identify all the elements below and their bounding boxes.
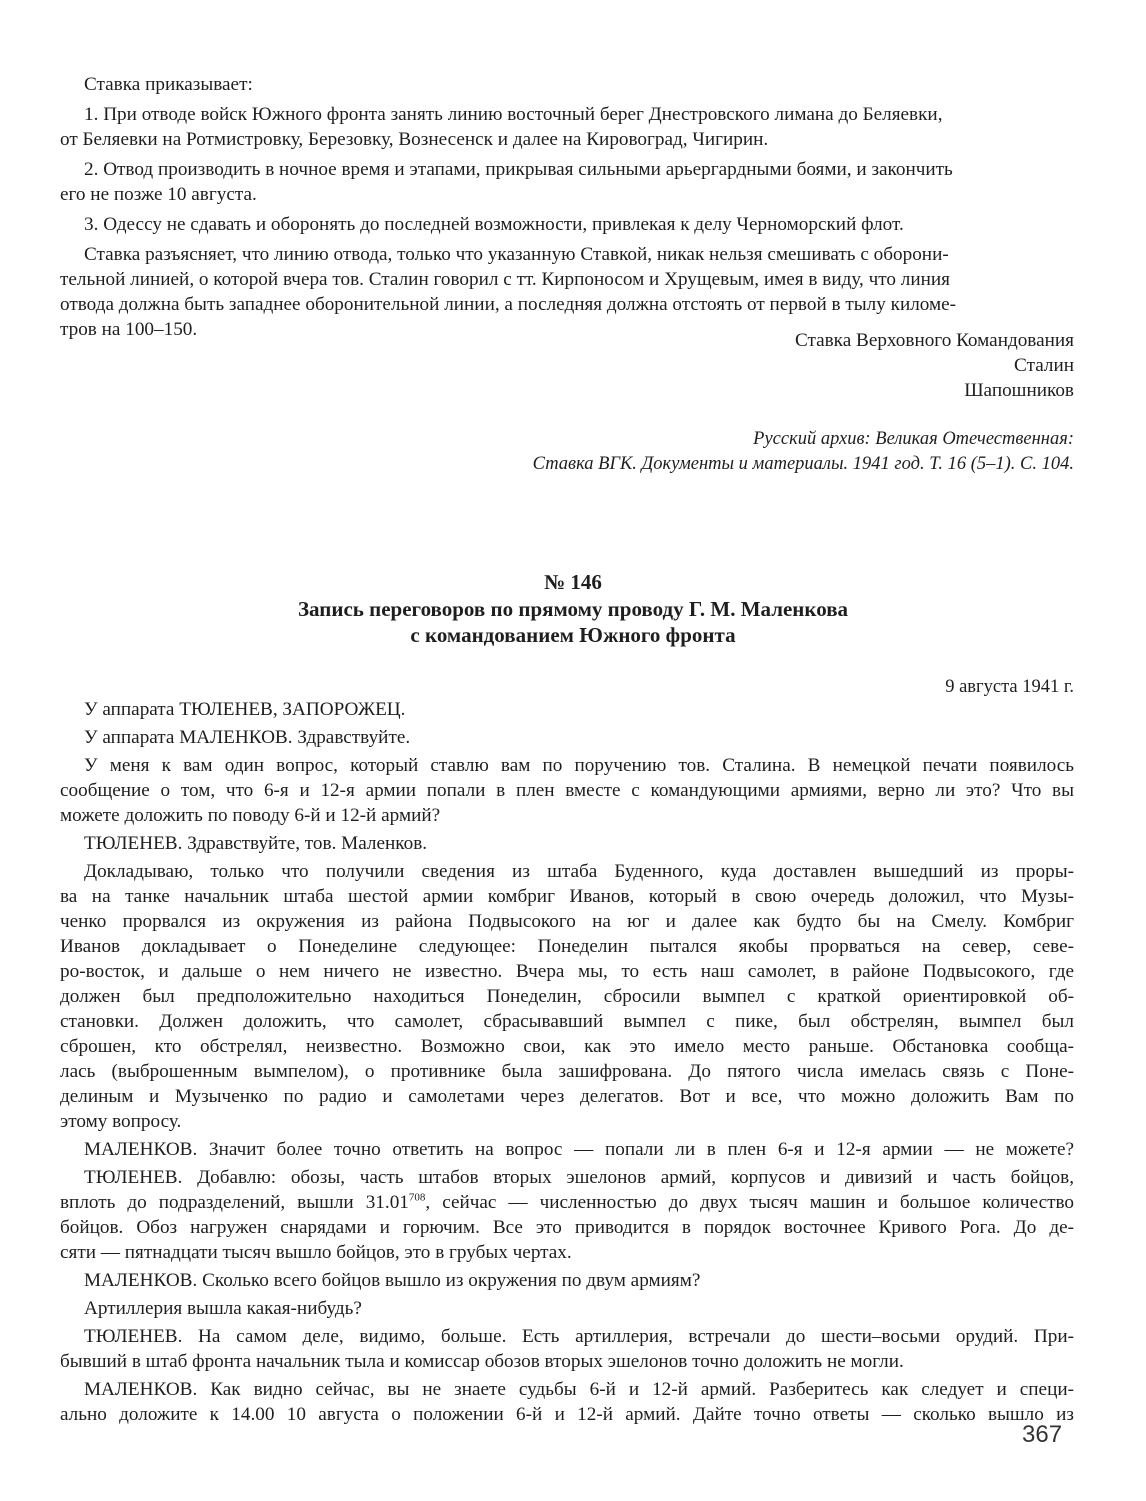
transcript-line: МАЛЕНКОВ. Значит более точно ответить на вопрос — попали ли в плен 6-я и 12-я армии — не можете? — [84, 1139, 1074, 1160]
transcript-line: У меня к вам один вопрос, который ставлю вам по поручению тов. Сталина. В немецкой печати появилось — [84, 755, 1074, 776]
transcript-line: становки. Должен доложить, что самолет, сбрасывавший вымпел с пике, был обстрелян, вымпел был — [60, 1011, 1074, 1032]
transcript-line: ТЮЛЕНЕВ. Здравствуйте, тов. Маленков. — [84, 833, 428, 854]
transcript-line: ТЮЛЕНЕВ. Добавлю: обозы, часть штабов вторых эшелонов армий, корпусов и дивизий и часть бойцов, — [84, 1167, 1074, 1188]
transcript-line: ально доложите к 14.00 10 августа о положении 6-й и 12-й армий. Дайте точно ответы — сколько вышло из — [60, 1404, 1074, 1425]
transcript — [60, 697, 1074, 1427]
signature-name-2: Шапошников — [964, 380, 1074, 401]
order-item-2-line-1: 2. Отвод производить в ночное время и этапами, прикрывая сильными арьергардными боями, и закончить — [84, 159, 953, 180]
signature-block — [574, 328, 1074, 403]
order-explain-line-2: тельной линией, о которой вчера тов. Сталин говорил с тт. Кирпоносом и Хрущевым, имея в виду, что линия — [60, 269, 951, 290]
document-title — [0, 596, 1146, 648]
order-item-3: 3. Одессу не сдавать и оборонять до последней возможности, привлекая к делу Черноморский флот. — [84, 214, 904, 235]
signature-name-1: Сталин — [1014, 355, 1074, 376]
footnote-ref: 708 — [408, 1191, 426, 1204]
page-number: 367 — [1022, 1421, 1063, 1448]
citation-line-1: Русский архив: Великая Отечественная: — [753, 429, 1074, 449]
citation-line-2: Ставка ВГК. Документы и материалы. 1941 год. Т. 16 (5–1). С. 104. — [532, 454, 1074, 474]
transcript-line: Артиллерия вышла какая-нибудь? — [84, 1298, 362, 1319]
document-title-line-2: с командованием Южного фронта — [410, 623, 736, 647]
order-section — [60, 72, 1074, 342]
transcript-line: сброшен, кто обстрелял, неизвестно. Возможно свои, как это имело место раньше. Обстановка сообща- — [60, 1036, 1074, 1057]
citation — [374, 427, 1074, 477]
transcript-line: вплоть до подразделений, вышли 31.01$^{708}$, сейчас — численностью до двух тысяч машин и большое количество — [60, 1191, 1074, 1213]
order-item-1-line-2: от Беляевки на Ротмистровку, Березовку, Вознесенск и далее на Кировоград, Чигирин. — [60, 129, 769, 150]
transcript-line: МАЛЕНКОВ. Как видно сейчас, вы не знаете судьбы 6-й и 12-й армий. Разберитесь как следует и специ- — [84, 1379, 1074, 1400]
transcript-line: ро-восток, и дальше о нем ничего не известно. Вчера мы, то есть наш самолет, в районе Подвысокого, где — [60, 961, 1074, 982]
document-title-line-1: Запись переговоров по прямому проводу Г. М. Маленкова — [297, 597, 849, 621]
document-date: 9 августа 1941 г. — [945, 677, 1074, 697]
transcript-line: У аппарата МАЛЕНКОВ. Здравствуйте. — [84, 727, 411, 748]
order-explain-line-1: Ставка разъясняет, что линию отвода, только что указанную Ставкой, никак нельзя смешивать с оборони- — [84, 244, 949, 265]
transcript-line: бывший в штаб фронта начальник тыла и комиссар обозов вторых эшелонов точно доложить не могли. — [60, 1351, 904, 1372]
transcript-line: сообщение о том, что 6-я и 12-я армии попали в плен вместе с командующими армиями, верно ли это? Что вы — [60, 780, 1074, 801]
transcript-line: МАЛЕНКОВ. Сколько всего бойцов вышло из окружения по двум армиям? — [84, 1270, 701, 1291]
transcript-line: должен был предположительно находиться Понеделин, сбросили вымпел с краткой ориентировкой об- — [60, 986, 1074, 1007]
transcript-line: ченко прорвался из окружения из района Подвысокого на юг и далее как будто бы на Смелу. Комбриг — [60, 911, 1074, 932]
transcript-line: Иванов докладывает о Понеделине следующее: Понеделин пытался якобы прорваться на север, севе- — [60, 936, 1074, 957]
transcript-line: ва на танке начальник штаба шестой армии комбриг Иванов, который в свою очередь доложил, что Музы- — [60, 886, 1074, 907]
order-item-1-line-1: 1. При отводе войск Южного фронта занять линию восточный берег Днестровского лимана до Беляевки, — [84, 104, 943, 125]
document-number: № 146 — [544, 570, 602, 594]
transcript-line: бойцов. Обоз нагружен снарядами и горючим. Все это приводится в порядок восточнее Кривого Рога. До де- — [60, 1217, 1074, 1238]
order-explain-line-4: тров на 100–150. — [60, 319, 198, 340]
order-intro: Ставка приказывает: — [84, 74, 253, 95]
signature-org: Ставка Верховного Командования — [794, 330, 1074, 351]
transcript-line: ТЮЛЕНЕВ. На самом деле, видимо, больше. Есть артиллерия, встречали до шести–восьми орудий. При- — [84, 1326, 1074, 1347]
transcript-line: Докладываю, только что получили сведения из штаба Буденного, куда доставлен вышедший из проры- — [84, 861, 1074, 882]
transcript-line: можете доложить по поводу 6-й и 12-й армий? — [60, 805, 441, 826]
order-item-2-line-2: его не позже 10 августа. — [60, 184, 257, 205]
transcript-line: делиным и Музыченко по радио и самолетами через делегатов. Вот и все, что можно доложить Вам по — [60, 1086, 1074, 1107]
transcript-line: У аппарата ТЮЛЕНЕВ, ЗАПОРОЖЕЦ. — [84, 699, 406, 720]
order-explain-line-3: отвода должна быть западнее оборонительной линии, а последняя должна отстоять от первой в тылу киломе- — [60, 294, 957, 315]
transcript-line: лась (выброшенным вымпелом), о противнике была зашифрована. До пятого числа имелась связь с Поне- — [60, 1061, 1074, 1082]
transcript-line: этому вопросу. — [60, 1111, 182, 1132]
transcript-line: сяти — пятнадцати тысяч вышло бойцов, это в грубых чертах. — [60, 1242, 572, 1263]
